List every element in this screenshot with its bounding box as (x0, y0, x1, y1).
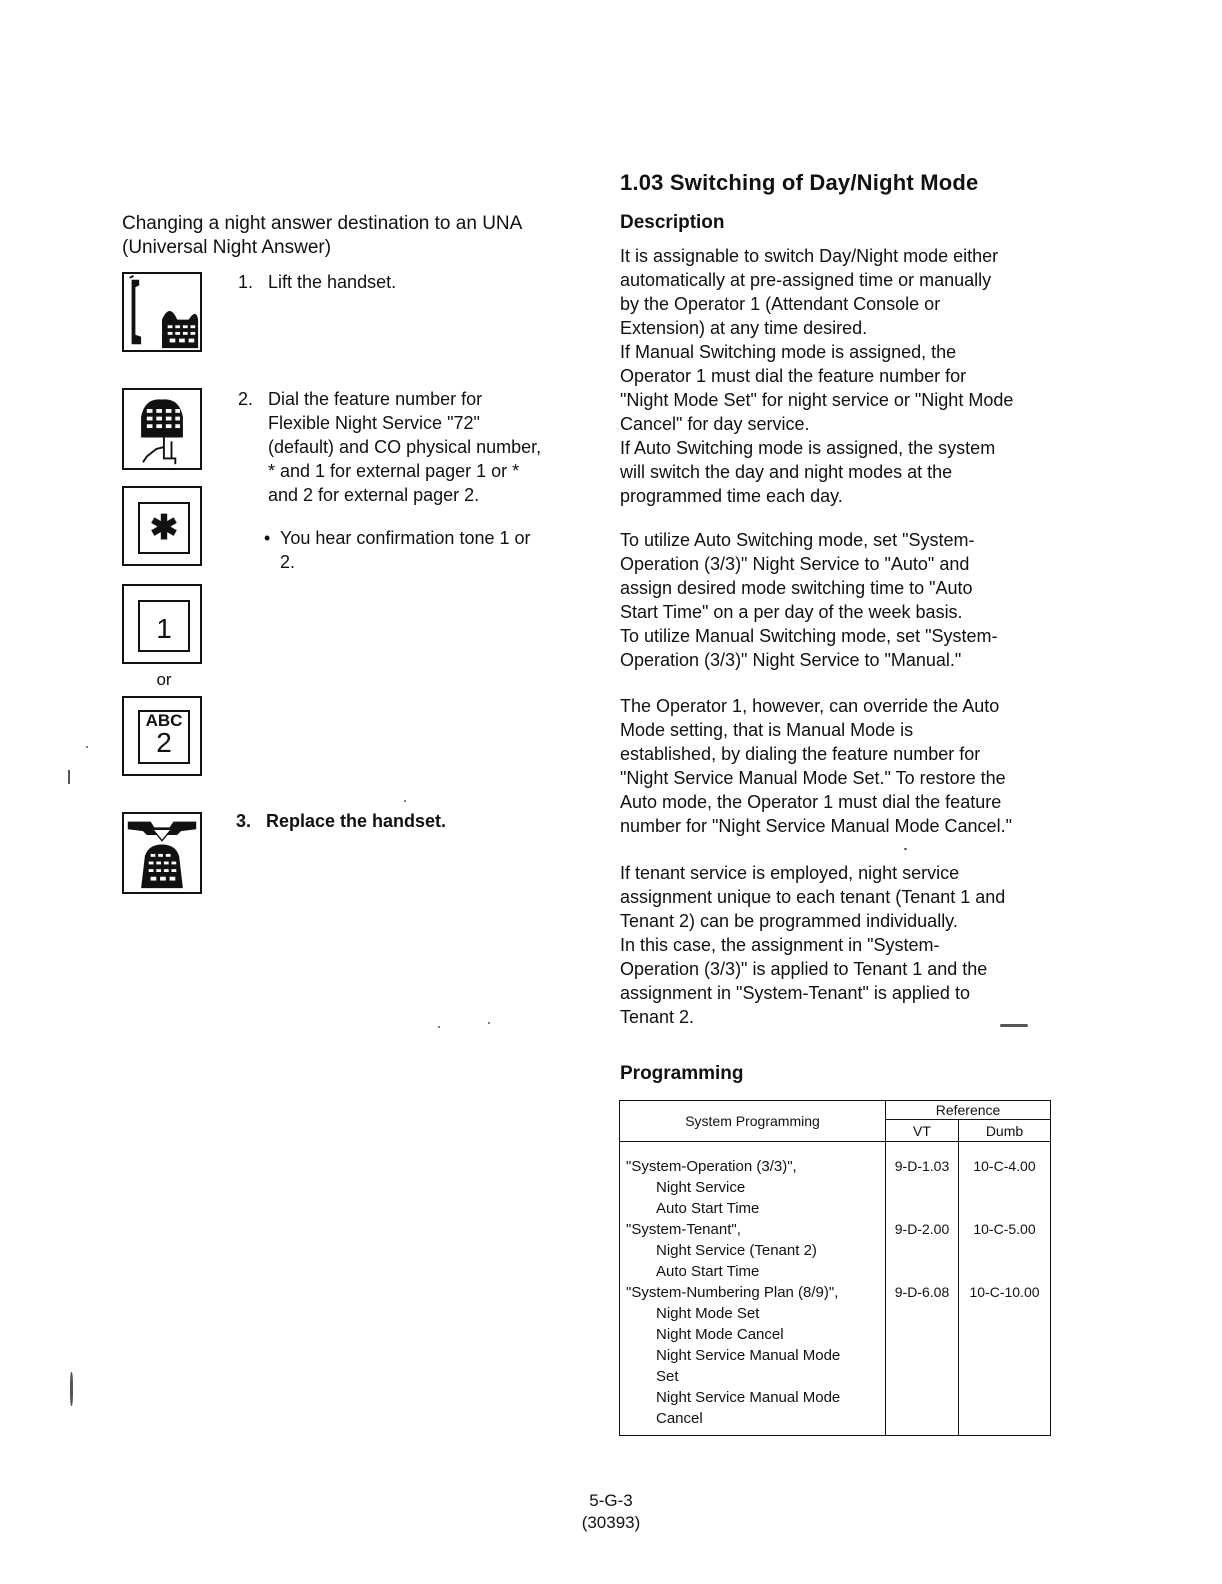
star-key-icon: ✱ (122, 486, 202, 566)
intro-text: Changing a night answer destination to an UNA (Universal Night Answer) (122, 213, 523, 258)
scan-mark (904, 848, 907, 850)
list-item: Cancel (656, 1410, 703, 1427)
vt-ref: 9-D-1.03 (894, 1158, 950, 1174)
table-header-row (620, 1101, 1051, 1120)
programming-table (619, 1100, 1051, 1436)
dumb-ref: 10-C-5.00 (973, 1221, 1036, 1237)
list-item: Auto Start Time (656, 1263, 760, 1280)
list-item: Night Mode Cancel (656, 1326, 784, 1343)
dial-keypad-icon (122, 388, 202, 470)
step-1: 1. Lift the handset. (238, 272, 397, 292)
confirmation-bullet: • You hear confirmation tone 1 or 2. (264, 528, 531, 572)
scan-mark (86, 746, 88, 748)
scan-mark (488, 1022, 490, 1024)
header-dumb: Dumb (959, 1120, 1051, 1142)
description-paragraph-3: The Operator 1, however, can override the Auto Mode setting, that is Manual Mode is established, by dialing the feature number for "Night Service Manual Mode Set." To restore the Auto mode, the Operator 1 must dial the feature number for "Night Service Manual Mode Cancel." (620, 696, 1012, 836)
entries-cell (620, 1142, 886, 1436)
table-body-row (620, 1142, 1051, 1436)
list-item: Night Mode Set (656, 1305, 760, 1322)
list-item: Night Service Manual Mode (656, 1347, 841, 1364)
phone-handset-lifted-icon (122, 272, 202, 352)
list-item: Night Service (656, 1179, 746, 1196)
vt-ref: 9-D-2.00 (894, 1221, 950, 1237)
or-label: or (156, 670, 172, 689)
scan-mark (68, 770, 70, 784)
list-item: Auto Start Time (656, 1200, 760, 1217)
header-reference: Reference (886, 1101, 1051, 1120)
description-paragraph-4: If tenant service is employed, night service assignment unique to each tenant (Tenant 1 and Tenant 2) can be programmed individually. In this case, the assignment in "System- Operation (3/3)" is applied to Tenant 1 and the assignment in "System-Tenant" is applied to Tenant 2. (620, 863, 1006, 1027)
scan-mark (1000, 1024, 1028, 1027)
list-item: "System-Operation (3/3)", (626, 1158, 797, 1175)
dumb-ref: 10-C-4.00 (973, 1158, 1036, 1174)
vt-refs-cell (886, 1142, 959, 1436)
header-vt: VT (886, 1120, 959, 1142)
one-key-icon: 1 (122, 584, 202, 664)
programming-heading: Programming (620, 1063, 744, 1084)
page-number: 5-G-3 (589, 1491, 633, 1510)
list-item: Night Service Manual Mode (656, 1389, 841, 1406)
scan-mark (70, 1372, 73, 1406)
list-item: Night Service (Tenant 2) (656, 1242, 817, 1259)
phone-handset-replace-icon (122, 812, 202, 894)
document-code: (30393) (581, 1513, 641, 1532)
header-system-programming: System Programming (620, 1101, 886, 1142)
dumb-refs-cell (959, 1142, 1051, 1436)
description-heading: Description (620, 212, 725, 233)
section-title: 1.03 Switching of Day/Night Mode (620, 170, 979, 195)
description-paragraph-2: To utilize Auto Switching mode, set "System- Operation (3/3)" Night Service to "Auto" and assign desired mode switching time to "Auto Start Time" on a per day of the week basis. To utilize Manual Switching mode, set "System- Operation (3/3)" Night Service to "Manual." (620, 530, 998, 670)
step-3: 3. Replace the handset. (236, 811, 447, 831)
list-item: Set (656, 1368, 679, 1385)
list-item: "System-Tenant", (626, 1221, 741, 1238)
description-paragraph-1: It is assignable to switch Day/Night mode either automatically at pre-assigned time or manually by the Operator 1 (Attendant Console or Extension) at any time desired. If Manual Switching mode is assigned, the Operator 1 must dial the feature number for "Night Mode Set" for night service or "Night Mode Cancel" for day service. If Auto Switching mode is assigned, the system will switch the day and night modes at the programmed time each day. (620, 246, 1014, 506)
list-item: "System-Numbering Plan (8/9)", (626, 1284, 839, 1301)
page-footer (0, 1490, 1222, 1534)
scan-mark (404, 800, 406, 802)
vt-ref: 9-D-6.08 (894, 1284, 950, 1300)
step-2: 2. Dial the feature number for Flexible Night Service "72" (default) and CO physical number, * and 1 for external pager 1 or * and 2 for external pager 2. (238, 389, 542, 505)
dumb-ref: 10-C-10.00 (969, 1284, 1040, 1300)
abc-2-key-icon: ABC 2 (122, 696, 202, 776)
scan-mark (438, 1026, 440, 1028)
